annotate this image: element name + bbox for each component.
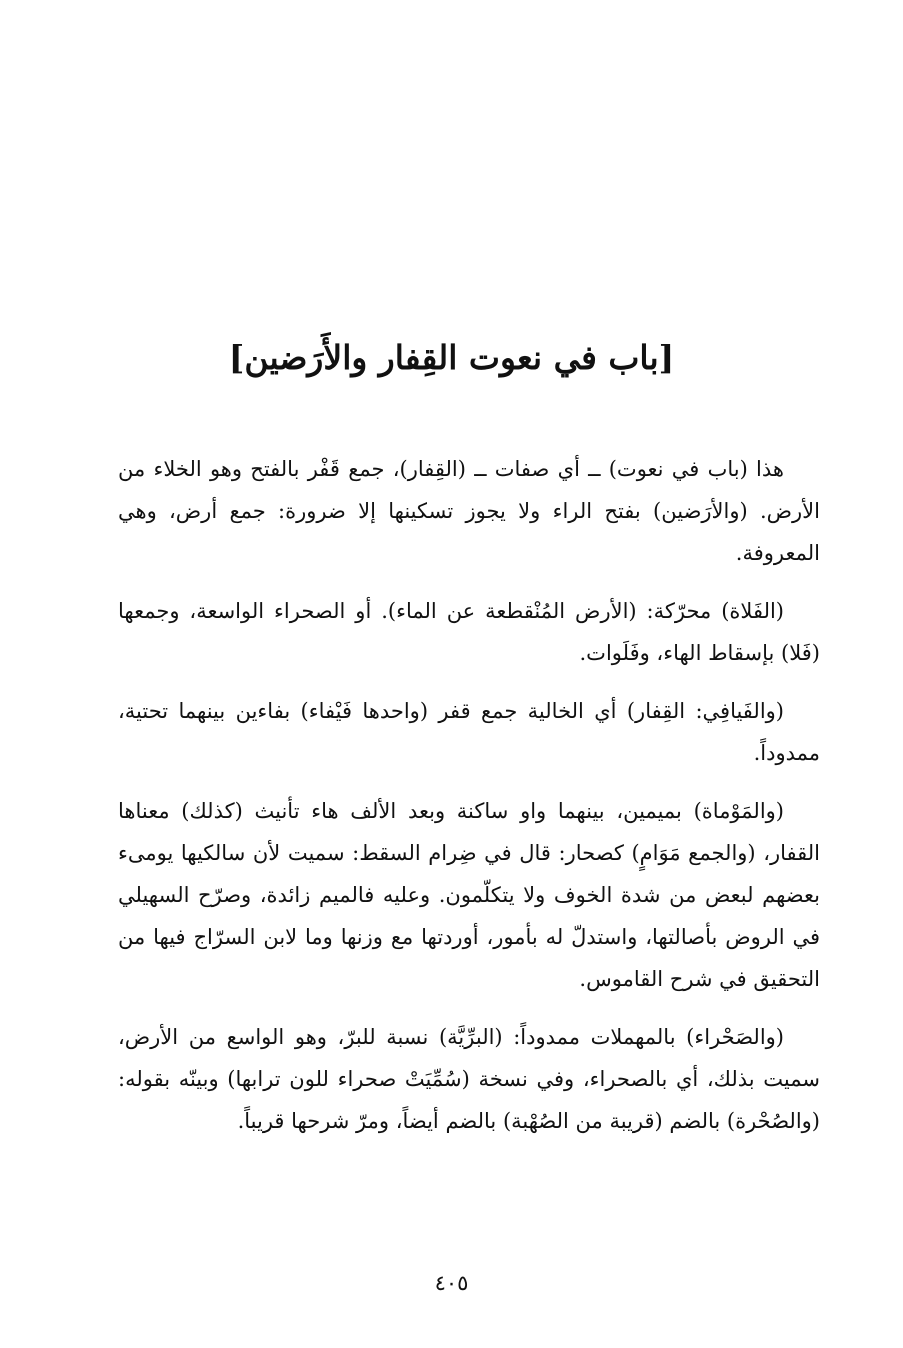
- page-number: ٤٠٥: [434, 1271, 469, 1295]
- paragraph-1: هذا (باب في نعوت) ــ أي صفات ــ (القِفار)، جمع قَفْر بالفتح وهو الخلاء من الأرض. (والأرَضين) بفتح الراء ولا يجوز تسكينها إلا ضرورة: جمع أرض، وهي المعروفة.: [118, 457, 820, 565]
- body-text: [118, 448, 820, 1158]
- paragraph-3: (والفَيافِي: القِفار) أي الخالية جمع قفر (واحدها فَيْفاء) بفاءين بينهما تحتية، ممدوداً.: [118, 699, 820, 765]
- paragraph-2: (الفَلاة) محرّكة: (الأرض المُنْقطعة عن الماء). أو الصحراء الواسعة، وجمعها (فَلا) بإسقاط الهاء، وفَلَوات.: [118, 599, 820, 665]
- paragraph-5: (والصَحْراء) بالمهملات ممدوداً: (البرِّيَّة) نسبة للبرّ، وهو الواسع من الأرض، سميت بذلك، أي بالصحراء، وفي نسخة (سُمِّيَتْ صحراء للون ترابها) وبينّه بقوله: (والصُحْرة) بالضم (قريبة من الصُهْبة) بالضم أيضاً، ومرّ شرحها قريباً.: [118, 1025, 820, 1133]
- chapter-title: [باب في نعوت القِفار والأَرَضين]: [228, 338, 675, 377]
- paragraph-4: (والمَوْماة) بميمين، بينهما واو ساكنة وبعد الألف هاء تأنيث (كذلك) معناها القفار، (والجمع مَوَامٍ) كصحار: قال في ضِرام السقط: سميت لأن سالكيها يومىء بعضهم لبعض من شدة الخوف ولا يتكلّمون. وعليه فالميم زائدة، وصرّح السهيلي في الروض بأصالتها، واستدلّ له بأمور، أوردتها مع وزنها وما لابن السرّاج فيها من التحقيق في شرح القاموس.: [118, 799, 820, 991]
